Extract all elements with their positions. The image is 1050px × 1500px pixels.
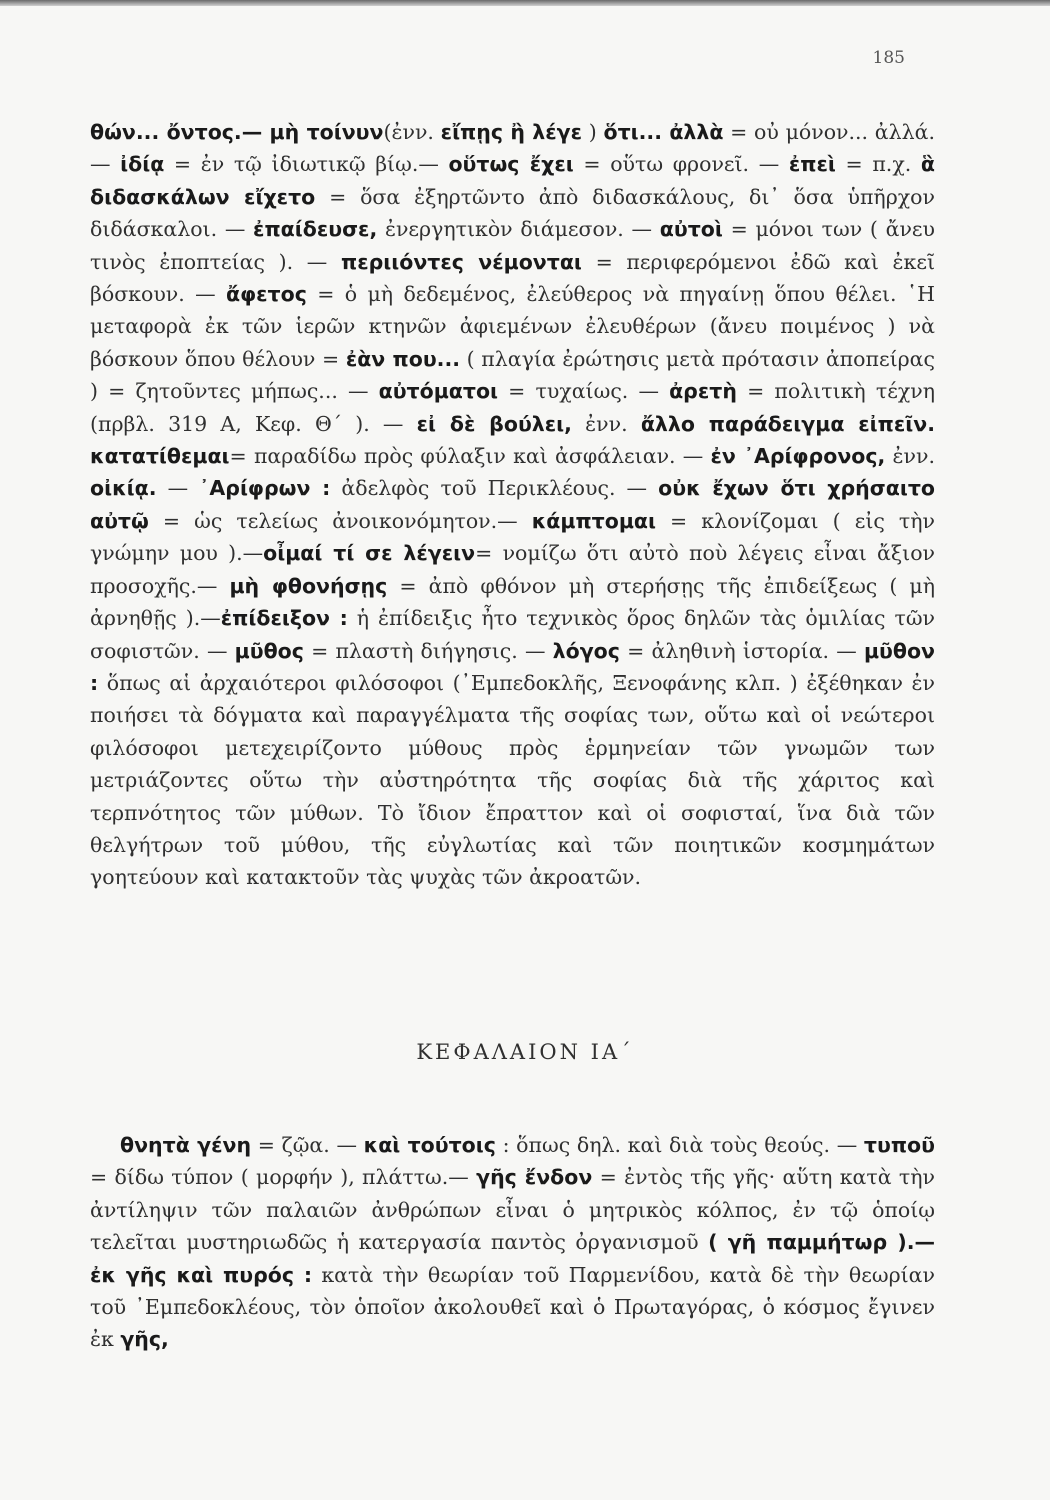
gloss-text: — (156, 476, 200, 501)
gloss-text: = ἐντὸς τῆς γῆς· αὕτη κατὰ τὴν ἀντίληψιν τῶν παλαιῶν ἀνθρώπων εἶναι ὁ μητρικὸς κόλπος, ἐν τῷ ὁποίῳ τελεῖται μυστηριωδῶς ἡ κατεργασία παντὸς ὀργανισμοῦ (90, 1165, 935, 1255)
lemma: γῆς, (120, 1327, 169, 1352)
gloss-text: ἐνν. (885, 444, 935, 469)
gloss-text: = ὁ μὴ δεδεμένος, ἐλεύθερος νὰ πηγαίνῃ ὅπου θέλει. ῾Η μεταφορὰ ἐκ τῶν ἱερῶν κτηνῶν ἀφιεμένων ἐλευθέρων (ἄνευ ποιμένος ) νὰ βόσκουν ὅπου θέλουν = (90, 282, 935, 371)
lemma: ἐπεὶ (788, 152, 836, 177)
lemma: θών... ὄντος.— μὴ τοίνυν (90, 120, 384, 144)
gloss-text: = παραδίδω πρὸς φύλαξιν καὶ ἀσφάλειαν. — (229, 444, 711, 469)
gloss-text: ἀδελφὸς τοῦ Περικλέους. — (330, 476, 659, 501)
gloss-text: ἐνν. (571, 411, 641, 436)
lemma: γῆς ἔνδον (476, 1165, 593, 1190)
gloss-text: ἐνεργητικὸν διάμεσον. — (377, 217, 660, 242)
gloss-text: = ἐν τῷ ἰδιωτικῷ βίῳ.— (164, 152, 449, 177)
gloss-text: = οὐ μόνον... ἀλλά. — (90, 120, 935, 177)
lemma: ἐπίδειξον : (220, 606, 348, 631)
gloss-text: : ὅπως δηλ. καὶ διὰ τοὺς θεούς. — (495, 1133, 864, 1157)
gloss-text: = τυχαίως. — (498, 379, 670, 404)
chapter-heading: ΚΕΦΑΛΑΙΟΝ ΙΑ΄ (416, 1040, 634, 1064)
gloss-text: = κλονίζομαι ( εἰς τὴν γνώμην μου ).— (90, 508, 935, 566)
lemma: καὶ τούτοις (363, 1133, 496, 1157)
gloss-text: (ἐνν. (383, 120, 441, 144)
gloss-text: = ἀπὸ φθόνον μὴ στερήσῃς τῆς ἐπιδείξεως ( μὴ ἀρνηθῇς ).— (90, 573, 935, 631)
lemma: θνητὰ γένη (120, 1133, 252, 1157)
gloss-text: = π.χ. (835, 152, 921, 177)
lemma: ἐπαίδευσε, (253, 217, 378, 242)
lemma: αὐτόματοι (378, 379, 499, 404)
gloss-text: ἡ ἐπίδειξις ἦτο τεχνικὸς ὅρος δηλῶν τὰς ὁμιλίας τῶν σοφιστῶν. — (90, 606, 935, 663)
gloss-text: κατὰ τὴν θεωρίαν τοῦ Παρμενίδου, κατὰ δὲ τὴν θεωρίαν τοῦ ᾽Εμπεδοκλέους, τὸν ὁποῖον ἀκολουθεῖ καὶ ὁ Πρωταγόρας, ὁ κόσμος ἔγινεν ἐκ (90, 1262, 935, 1352)
gloss-text: = ἀληθινὴ ἱστορία. — (619, 638, 864, 663)
gloss-text: = ζῷα. — (251, 1133, 364, 1157)
gloss-text: = οὕτω φρονεῖ. — (573, 152, 789, 177)
lemma: τυποῦ (863, 1133, 935, 1157)
gloss-text: ) (582, 120, 604, 144)
gloss-text: = μόνοι των ( ἄνευ τινὸς ἐποπτείας ). — (90, 217, 936, 274)
commentary-block-2 (90, 1129, 935, 1356)
commentary-paragraph-1 (90, 116, 935, 894)
gloss-text: = περιφερόμενοι ἐδῶ καὶ ἐκεῖ βόσκουν. — (90, 249, 935, 307)
lemma: οὕτως ἔχει (448, 152, 574, 177)
lemma: ὅτι... ἀλλὰ (603, 120, 724, 144)
lemma: ἰδίᾳ (120, 152, 165, 177)
lemma: εἰ δὲ βούλει, (416, 411, 572, 436)
gloss-text: = δίδω τύπον ( μορφήν ), πλάττω.— (90, 1165, 477, 1190)
lemma: ἃ διδασκάλων εἴχετο (90, 152, 935, 209)
lemma: ἄφετος (226, 282, 307, 307)
lemma: ( γῆ παμμήτωρ ).— ἐκ γῆς καὶ πυρός : (90, 1230, 935, 1287)
lemma: λόγος (552, 638, 620, 663)
lemma: ᾽Αρίφρων : (199, 476, 331, 501)
scan-top-edge (0, 0, 1050, 6)
lemma: μῦθος (234, 638, 304, 663)
gloss-text: = νομίζω ὅτι αὐτὸ ποὺ λέγεις εἶναι ἄξιον προσοχῆς.— (90, 541, 936, 598)
page-number: 185 (872, 48, 905, 68)
gloss-text: = ὡς τελείως ἀνοικονόμητον.— (148, 508, 532, 533)
lemma: οἰκίᾳ. (90, 476, 157, 501)
lemma: ἐν ᾽Αρίφρονος, (710, 444, 886, 469)
lemma: μῦθον : (90, 638, 935, 695)
lemma: κάμπτομαι (531, 508, 656, 533)
commentary-block-1 (90, 116, 935, 894)
gloss-text: = πλαστὴ διήγησις. — (303, 638, 553, 663)
lemma: κατατίθεμαι (90, 444, 230, 469)
lemma: οἶμαί τί σε λέγειν (263, 541, 476, 566)
lemma: εἴπῃς ἢ λέγε (440, 120, 583, 144)
commentary-paragraph-2 (90, 1129, 935, 1356)
lemma: μὴ φθονήσῃς (229, 573, 388, 598)
lemma: αὐτοὶ (659, 217, 723, 242)
lemma: περιιόντες νέμονται (340, 249, 582, 274)
lemma: οὐκ ἔχων ὅτι χρήσαιτο αὐτῷ (90, 476, 935, 533)
gloss-text: = πολιτικὴ τέχνη (πρβλ. 319 Α, Κεφ. Θ΄ ). — (90, 379, 935, 436)
gloss-text: = ὅσα ἐξηρτῶντο ἀπὸ διδασκάλους, δι᾽ ὅσα ὑπῆρχον διδάσκαλοι. — (90, 184, 935, 242)
lemma: ἀρετὴ (669, 379, 737, 404)
gloss-text: ( πλαγία ἐρώτησις μετὰ πρότασιν ἀποπείρας ) = ζητοῦντες μήπως... — (90, 346, 935, 404)
lemma: ἐὰν που... (345, 346, 461, 371)
gloss-text: ὅπως αἱ ἀρχαιότεροι φιλόσοφοι (᾽Εμπεδοκλῆς, Ξενοφάνης κλπ. ) ἐξέθηκαν ἐν ποιήσει τὰ δόγματα καὶ παραγγέλματα τῆς σοφίας των, οὕτω καὶ οἱ νεώτεροι φιλόσοφοι μετεχειρίζοντο μύθους πρὸς ἑρμηνείαν τῶν γνωμῶν των μετριάζοντες οὕτω τὴν αὐστηρότητα τῆς σοφίας διὰ τῆς χάριτος καὶ τερπνότητος τῶν μύθων. Τὸ ἴδιον ἔπραττον καὶ οἱ σοφισταί, ἵνα διὰ τῶν θελγήτρων τοῦ μύθου, τῆς εὐγλωτίας καὶ τῶν ποιητικῶν κοσμημάτων γοητεύουν καὶ κατακτοῦν τὰς ψυχὰς τῶν ἀκροατῶν. (90, 670, 935, 890)
lemma: ἄλλο παράδειγμα εἰπεῖν. (640, 411, 936, 436)
